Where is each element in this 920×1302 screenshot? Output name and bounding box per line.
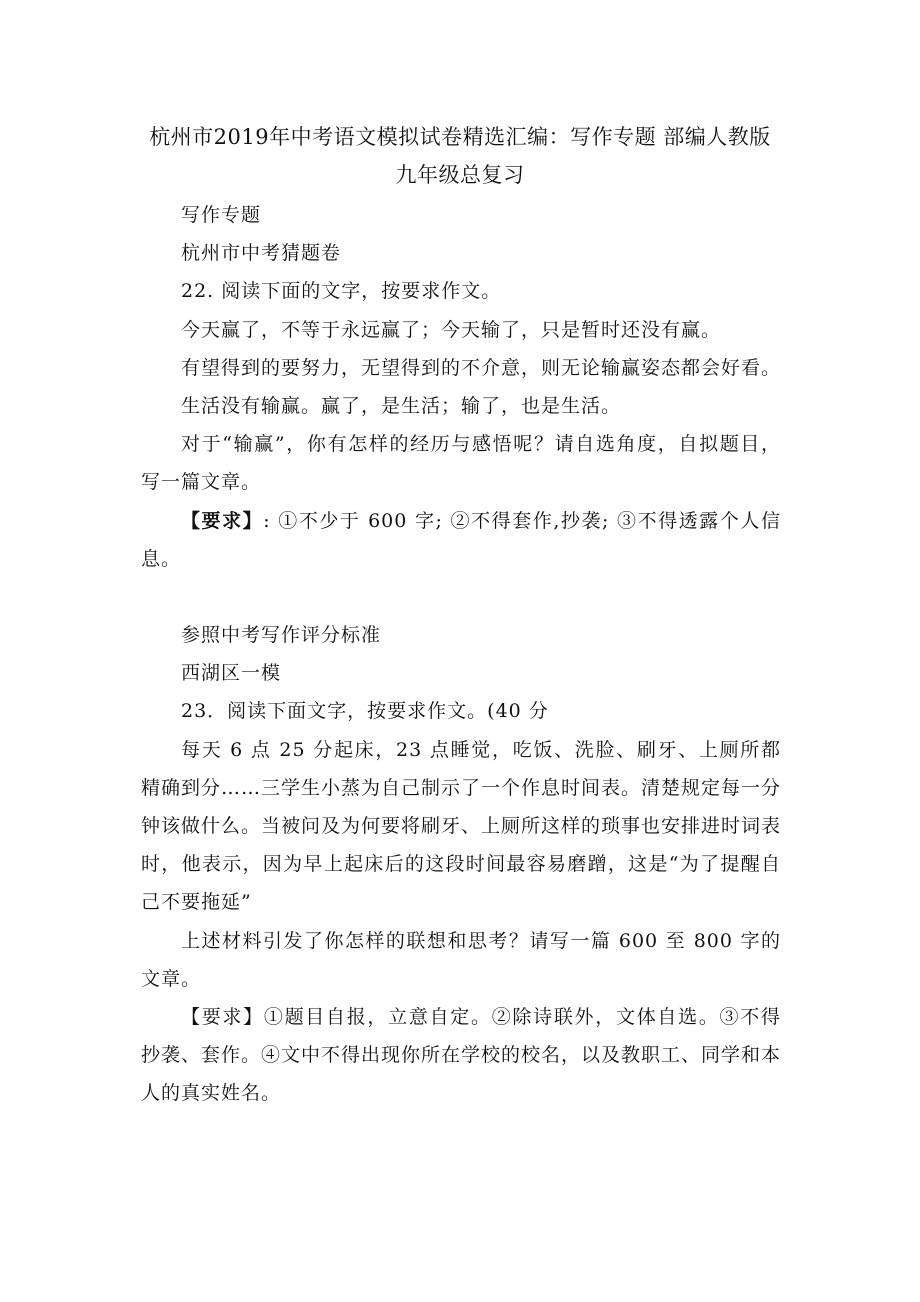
requirements-text: : ①不少于 600 字; ②不得套作,抄袭; ③不得透露个人信息。 [141, 509, 781, 570]
grading-criteria-note: 参照中考写作评分标准 [181, 624, 382, 647]
requirements-text: ①题目自报，立意自定。②除诗联外，文体自选。③不得抄袭、套作。④文中不得出现你所在学校的校名，以及教职工、同学和本人的真实姓名。 [141, 1006, 782, 1105]
exam-source: 西湖区一模 [181, 662, 282, 685]
requirements-label: 【要求】 [181, 509, 264, 532]
prompt-paragraph: 对于“输赢”，你有怎样的经历与感悟呢？请自选角度，自拟题目，写一篇文章。 [141, 433, 781, 494]
blank-line [141, 578, 781, 616]
document-title-line1: 杭州市2019年中考语文模拟试卷精选汇编：写作专题 部编人教版 [149, 125, 771, 149]
material-paragraph: 今天赢了，不等于永远赢了；今天输了，只是暂时还没有赢。 [181, 318, 722, 341]
requirements-paragraph [141, 502, 781, 578]
material-paragraph: 每天 6 点 25 分起床，23 点睡觉，吃饭、洗脸、刷牙、上厕所都精确到分……三学生小蒸为自己制示了一个作息时间表。清楚规定每一分钟该做什么。当被问及为何要将刷牙、上厕所这样的琐事也安排进时词表时，他表示，因为早上起床后的这段时间最容易磨蹭，这是“为了提醒自己不要拖延” [141, 738, 782, 914]
document-body [141, 196, 781, 1113]
material-paragraph: 生活没有输赢。赢了，是生活；输了，也是生活。 [181, 395, 622, 418]
section-heading: 写作专题 [181, 204, 262, 226]
requirements-label: 【要求】 [181, 1006, 264, 1029]
document-title-line2: 九年级总复习 [395, 163, 525, 187]
question-22: 22. 阅读下面的文字，按要求作文。 [181, 280, 502, 303]
exam-source: 杭州市中考猜题卷 [181, 242, 342, 265]
requirements-paragraph [141, 998, 781, 1113]
material-paragraph: 有望得到的要努力，无望得到的不介意，则无论输赢姿态都会好看。 [181, 356, 782, 379]
prompt-paragraph: 上述材料引发了你怎样的联想和思考？请写一篇 600 至 800 字的文章。 [141, 929, 781, 990]
question-23: 23．阅读下面文字，按要求作文。(40 分 [181, 700, 549, 723]
